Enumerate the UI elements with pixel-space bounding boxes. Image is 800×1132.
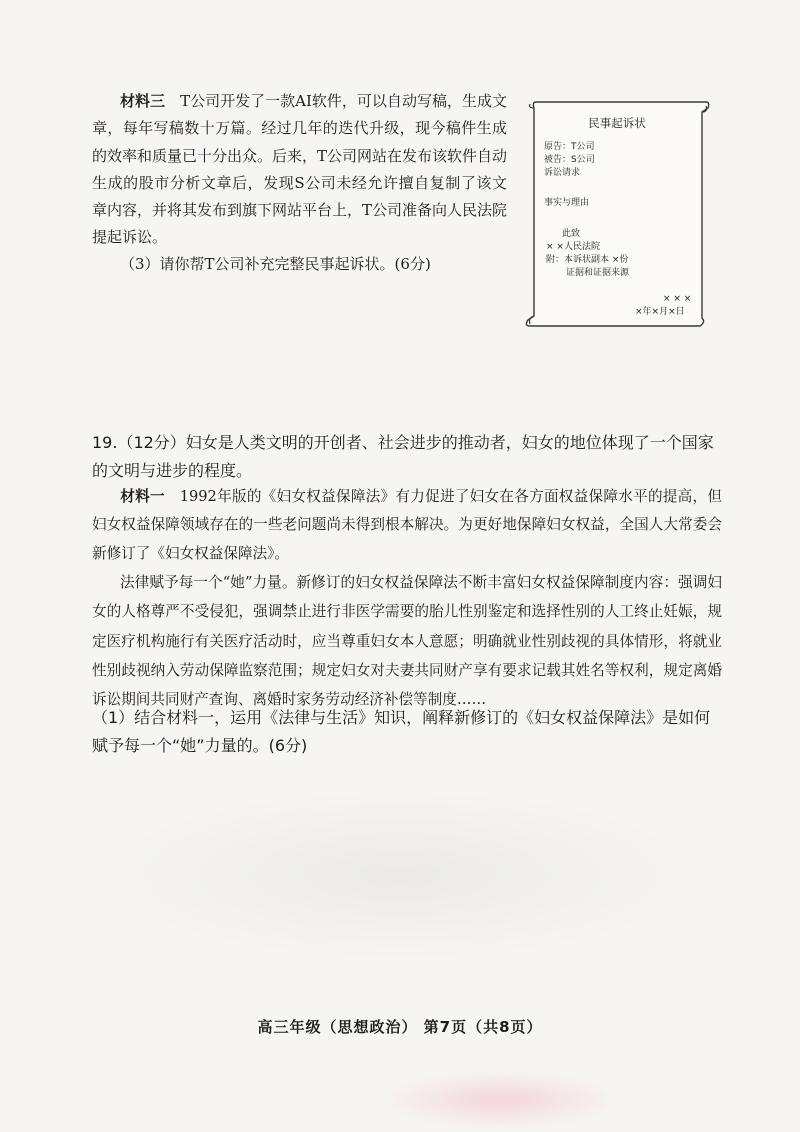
complaint-defendant: 被告：S公司	[544, 155, 595, 165]
complaint-to: 此致	[562, 229, 581, 239]
material-1	[92, 483, 722, 568]
material-3-lead: 材料三	[120, 92, 166, 110]
material-3-text: T公司开发了一款AI软件，可以自动写稿，生成文章，每年写稿数十万篇。经过几年的迭代升级，现今稿件生成的效率和质量已十分出众。后来，T公司网站在发布该软件自动生成的股市分析文章后，发现S公司未经允许擅自复制了该文章内容，并将其发布到旗下网站平台上，T公司准备向人民法院提起诉讼。	[92, 92, 508, 247]
material-1-text: 1992年版的《妇女权益保障法》有力促进了妇女在各方面权益保障水平的提高，但妇女权益保障领域存在的一些老问题尚未得到根本解决。为更好地保障妇女权益，全国人大常委会新修订了《妇女权益保障法》。	[92, 488, 722, 562]
complaint-date: ×年×月×日	[635, 307, 685, 317]
material-3	[92, 88, 507, 252]
civil-complaint-scroll	[522, 96, 712, 332]
question-19: 19.（12分）妇女是人类文明的开创者、社会进步的推动者，妇女的地位体现了一个国家的文明与进步的程度。	[92, 433, 714, 480]
complaint-claims: 诉讼请求	[544, 168, 581, 178]
page-footer: 高三年级（思想政治） 第7页（共8页）	[257, 1018, 543, 1036]
complaint-attachment: 附：本诉状副本 ×份	[546, 255, 629, 265]
question-19-1: （1）结合材料一，运用《法律与生活》知识，阐释新修订的《妇女权益保障法》是如何赋予每一个“她”力量的。(6分)	[92, 708, 711, 755]
material-1-paragraph-2: 法律赋予每一个“她”力量。新修订的妇女权益保障法不断丰富妇女权益保障制度内容：强调妇女的人格尊严不受侵犯，强调禁止进行非医学需要的胎儿性别鉴定和选择性别的人工终止妊娠，规定医疗机构施行有关医疗活动时，应当尊重妇女本人意愿；明确就业性别歧视的具体情形，将就业性别歧视纳入劳动保障监察范围；规定妇女对夫妻共同财产享有要求记载其姓名等权利，规定离婚诉讼期间共同财产查询、离婚时家务劳动经济补偿等制度……	[92, 574, 722, 709]
scan-smudge	[100, 790, 700, 960]
complaint-facts: 事实与理由	[544, 198, 590, 208]
material-1-lead: 材料一	[120, 488, 165, 505]
complaint-title: 民事起诉状	[588, 116, 646, 130]
complaint-court: × ×人民法院	[546, 242, 600, 252]
scan-smudge	[380, 1070, 620, 1130]
question-3: （3）请你帮T公司补充完整民事起诉状。(6分)	[120, 255, 431, 273]
complaint-evidence: 证据和证据来源	[566, 268, 630, 278]
complaint-plaintiff: 原告：T公司	[544, 142, 595, 152]
complaint-signature: × × ×	[663, 294, 692, 304]
